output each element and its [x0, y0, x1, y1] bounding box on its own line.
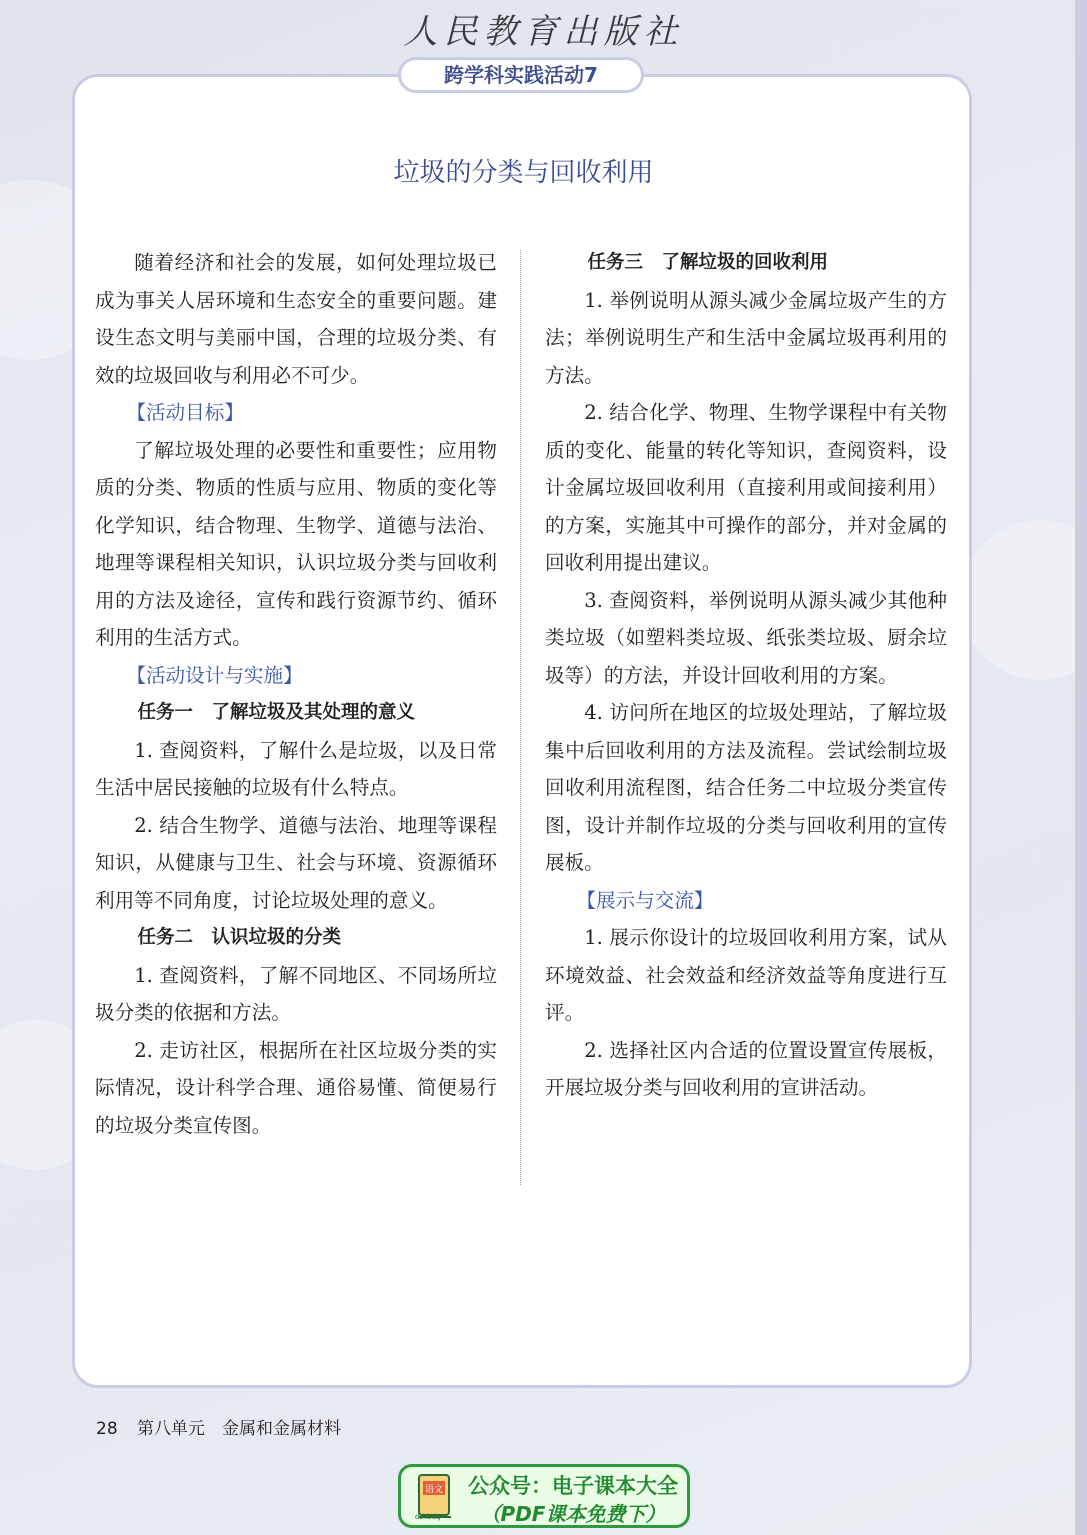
task-two-item-2: 2. 走访社区，根据所在社区垃圾分类的实际情况，设计科学合理、通俗易懂、简便易行的垃圾分类宣传图。 [95, 1038, 497, 1137]
page-title: 垃圾的分类与回收利用 [393, 158, 654, 188]
column-divider [520, 250, 521, 1185]
promo-tag: dzkbdq [415, 1513, 441, 1521]
page-footer [96, 1414, 341, 1439]
exchange-item-2: 2. 选择社区内合适的位置设置宣传展板，开展垃圾分类与回收利用的宣讲活动。 [545, 1038, 947, 1099]
task-one-item-2: 2. 结合生物学、道德与法治、地理等课程知识，从健康与卫生、社会与环境、资源循环利用等不同角度，讨论垃圾处理的意义。 [95, 813, 497, 912]
exchange-item-1: 1. 展示你设计的垃圾回收利用方案，试从环境效益、社会效益和经济效益等角度进行互评。 [545, 926, 947, 1024]
task-three-item-2: 2. 结合化学、物理、生物学课程中有关物质的变化、能量的转化等知识，查阅资料，设计金属垃圾回收利用（直接利用或间接利用）的方案，实施其中可操作的部分，并对金属的回收利用提出建议。 [545, 401, 947, 574]
page-number: 28 [96, 1419, 118, 1439]
activity-badge: 跨学科实践活动7 [398, 57, 644, 93]
left-column [95, 244, 497, 1144]
unit-title: 第八单元 金属和金属材料 [137, 1419, 342, 1439]
task-one-item-1: 1. 查阅资料，了解什么是垃圾，以及日常生活中居民接触的垃圾有什么特点。 [95, 738, 497, 799]
promo-banner[interactable] [398, 1464, 690, 1528]
task-heading-two: 任务二 认识垃圾的分类 [137, 927, 342, 948]
page-edge-strip [1075, 0, 1087, 1535]
intro-paragraph: 随着经济和社会的发展，如何处理垃圾已成为事关人居环境和生态安全的重要问题。建设生态文明与美丽中国，合理的垃圾分类、有效的垃圾回收与利用必不可少。 [95, 251, 497, 387]
promo-line-1: 公众号：电子课本大全 [468, 1474, 678, 1498]
background-bubble [960, 520, 1087, 680]
task-two-item-1: 1. 查阅资料，了解不同地区、不同场所垃圾分类的依据和方法。 [95, 963, 497, 1024]
task-heading-three: 任务三 了解垃圾的回收利用 [587, 252, 829, 273]
task-three-item-4: 4. 访问所在地区的垃圾处理站，了解垃圾集中后回收利用的方法及流程。尝试绘制垃圾回收利用流程图，结合任务二中垃圾分类宣传图，设计并制作垃圾的分类与回收利用的宣传展板。 [545, 701, 947, 874]
section-heading-exchange: 【展示与交流】 [576, 888, 714, 912]
right-column [545, 244, 947, 1107]
goals-paragraph: 了解垃圾处理的必要性和重要性；应用物质的分类、物质的性质与应用、物质的变化等化学知识，结合物理、生物学、道德与法治、地理等课程相关知识，认识垃圾分类与回收利用的方法及途径，宣传和践行资源节约、循环利用的生活方式。 [95, 438, 497, 649]
publisher-logo: 人民教育出版社 [403, 12, 684, 52]
task-three-item-3: 3. 查阅资料，举例说明从源头减少其他种类垃圾（如塑料类垃圾、纸张类垃圾、厨余垃圾等）的方法，并设计回收利用的方案。 [545, 588, 947, 687]
task-three-item-1: 1. 举例说明从源头减少金属垃圾产生的方法；举例说明生产和生活中金属垃圾再利用的方法。 [545, 288, 947, 387]
task-heading-one: 任务一 了解垃圾及其处理的意义 [137, 702, 416, 723]
book-icon-label: 语文 [424, 1485, 444, 1495]
section-heading-goals: 【活动目标】 [126, 401, 244, 424]
promo-line-2: （PDF课本免费下） [480, 1502, 666, 1526]
section-heading-design: 【活动设计与实施】 [126, 663, 303, 687]
